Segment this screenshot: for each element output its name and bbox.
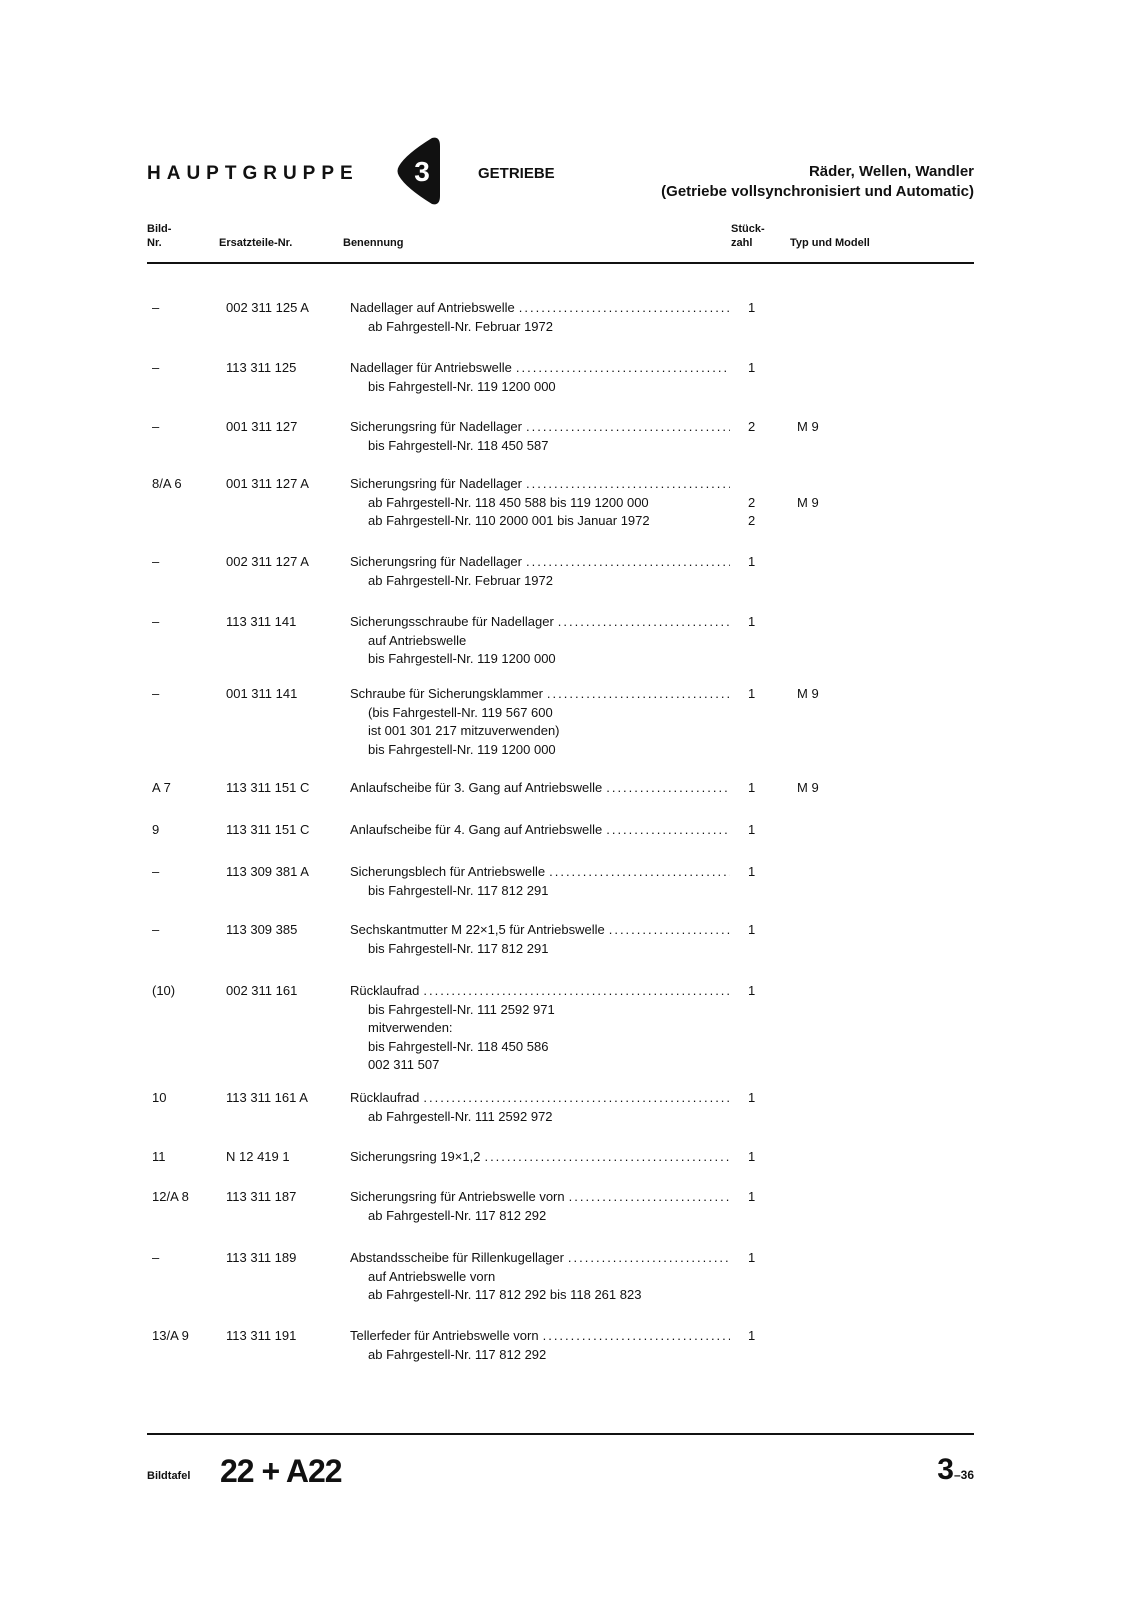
quantity: 1 <box>748 864 756 879</box>
type-column <box>797 475 857 531</box>
quantity <box>748 475 772 494</box>
type-model: M 9 <box>797 686 819 701</box>
type-model <box>797 299 857 318</box>
type-model <box>797 553 857 572</box>
column-header-qty-line1: Stück- <box>731 223 765 235</box>
plate-number: 22 + A22 <box>220 1453 342 1489</box>
quantity-column <box>748 685 772 704</box>
type-model <box>797 1327 857 1346</box>
description <box>350 299 730 336</box>
description-name: Schraube für Sicherungsklammer <box>350 686 543 701</box>
figure-number: 13/A 9 <box>152 1328 189 1343</box>
part-number: 001 311 141 <box>226 686 298 701</box>
figure-number: (10) <box>152 983 176 998</box>
description-detail: bis Fahrgestell-Nr. 118 450 586 <box>368 1038 549 1054</box>
figure-number: 11 <box>152 1149 166 1164</box>
footer-divider <box>147 1433 974 1435</box>
column-header-bild-line2: Nr. <box>147 237 162 249</box>
part-number: 113 311 151 C <box>226 822 310 837</box>
type-column <box>797 921 857 940</box>
type-model <box>797 475 857 494</box>
description-detail: ab Fahrgestell-Nr. 111 2592 972 <box>368 1108 553 1124</box>
quantity: 1 <box>748 1090 756 1105</box>
quantity: 2 <box>748 513 756 528</box>
quantity: 1 <box>748 1149 756 1164</box>
description-name: Sicherungsblech für Antriebswelle <box>350 864 546 879</box>
type-column <box>797 359 857 378</box>
column-header-part-no: Ersatzteile-Nr. <box>219 237 293 249</box>
figure-number: 9 <box>152 822 160 837</box>
description-name: Sechskantmutter M 22×1,5 für Antriebswelle <box>350 922 605 937</box>
description <box>350 1089 730 1126</box>
type-column <box>797 821 857 840</box>
figure-number: 10 <box>152 1090 167 1105</box>
description-detail: bis Fahrgestell-Nr. 119 1200 000 <box>368 378 556 394</box>
figure-number: – <box>152 922 160 937</box>
description-detail: (bis Fahrgestell-Nr. 119 567 600 <box>368 704 553 720</box>
description-detail: bis Fahrgestell-Nr. 117 812 291 <box>368 940 549 956</box>
quantity-column <box>748 1148 772 1167</box>
quantity-column <box>748 418 772 437</box>
plate-label: Bildtafel <box>147 1470 191 1482</box>
column-header-bild <box>147 222 171 250</box>
description <box>350 863 730 900</box>
description-detail: auf Antriebswelle <box>368 632 467 648</box>
description <box>350 553 730 590</box>
quantity: 1 <box>748 922 756 937</box>
type-column <box>797 613 857 632</box>
description-name: Rücklaufrad <box>350 983 420 998</box>
part-number: 113 309 385 <box>226 922 298 937</box>
figure-number: – <box>152 360 160 375</box>
quantity: 1 <box>748 360 756 375</box>
description-name: Abstandsscheibe für Rillenkugellager <box>350 1250 564 1265</box>
type-column <box>797 1188 857 1207</box>
part-number: 113 311 151 C <box>226 780 310 795</box>
dot-leader <box>609 921 730 940</box>
description-detail: bis Fahrgestell-Nr. 111 2592 971 <box>368 1001 555 1017</box>
header-divider <box>147 262 974 264</box>
description <box>350 613 730 669</box>
part-number: 002 311 161 <box>226 983 298 998</box>
description <box>350 1249 730 1305</box>
description-detail: ab Fahrgestell-Nr. 110 2000 001 bis Januar 1972 <box>368 513 650 528</box>
type-column <box>797 1148 857 1167</box>
description-name: Rücklaufrad <box>350 1090 420 1105</box>
part-number: 002 311 127 A <box>226 554 309 569</box>
quantity-column <box>748 475 772 531</box>
dot-leader <box>519 299 730 318</box>
type-model <box>797 359 857 378</box>
description-name: Tellerfeder für Antriebswelle vorn <box>350 1328 539 1343</box>
quantity-column <box>748 982 772 1001</box>
quantity-column <box>748 779 772 798</box>
description-name: Nadellager für Antriebswelle <box>350 360 512 375</box>
description-detail: ab Fahrgestell-Nr. 117 812 292 <box>368 1346 547 1362</box>
description-detail: bis Fahrgestell-Nr. 119 1200 000 <box>368 741 556 757</box>
description-name: Sicherungsschraube für Nadellager <box>350 614 554 629</box>
quantity: 1 <box>748 1328 756 1343</box>
description <box>350 1148 730 1167</box>
description <box>350 685 730 759</box>
quantity-column <box>748 299 772 318</box>
dot-leader <box>526 553 730 572</box>
type-model <box>797 863 857 882</box>
quantity-column <box>748 1188 772 1207</box>
type-model: M 9 <box>797 494 819 510</box>
quantity: 1 <box>748 780 756 795</box>
group-badge-shape-icon <box>396 136 440 206</box>
page-number-sub: –36 <box>953 1468 974 1482</box>
description <box>350 1188 730 1225</box>
dot-leader <box>606 821 730 840</box>
page-number-main: 3 <box>937 1453 954 1486</box>
description <box>350 982 730 1075</box>
dot-leader <box>606 779 730 798</box>
quantity: 1 <box>748 1250 756 1265</box>
description <box>350 475 730 531</box>
description <box>350 821 730 840</box>
dot-leader <box>516 359 730 378</box>
description <box>350 921 730 958</box>
quantity-column <box>748 553 772 572</box>
column-header-description: Benennung <box>343 237 404 249</box>
description-detail: ab Fahrgestell-Nr. 118 450 588 bis 119 1200 000 <box>368 494 649 510</box>
figure-number: – <box>152 614 160 629</box>
part-number: 113 311 125 <box>226 360 297 375</box>
group-number-badge <box>396 136 440 206</box>
dot-leader <box>569 1188 730 1207</box>
quantity-column <box>748 821 772 840</box>
quantity-column <box>748 1089 772 1108</box>
quantity: 1 <box>748 1189 756 1204</box>
main-group-label: HAUPTGRUPPE <box>147 163 359 184</box>
quantity: 2 <box>748 419 756 434</box>
description-name: Anlaufscheibe für 3. Gang auf Antriebswelle <box>350 780 603 795</box>
description-name: Nadellager auf Antriebswelle <box>350 300 515 315</box>
type-column <box>797 1089 857 1108</box>
section-title-line1: Räder, Wellen, Wandler <box>808 163 974 180</box>
figure-number: – <box>152 419 160 434</box>
dot-leader <box>484 1148 730 1167</box>
part-number: 113 309 381 A <box>226 864 309 879</box>
description-detail: ab Fahrgestell-Nr. 117 812 292 <box>368 1207 547 1223</box>
description-detail: auf Antriebswelle vorn <box>368 1268 496 1284</box>
description-detail: ab Fahrgestell-Nr. Februar 1972 <box>368 318 553 334</box>
dot-leader <box>547 685 730 704</box>
dot-leader <box>558 613 730 632</box>
description-detail: bis Fahrgestell-Nr. 118 450 587 <box>368 437 549 453</box>
description-detail: bis Fahrgestell-Nr. 119 1200 000 <box>368 651 556 666</box>
description <box>350 1327 730 1364</box>
figure-number: – <box>152 686 160 701</box>
part-number: 113 311 141 <box>226 614 297 629</box>
description-detail: bis Fahrgestell-Nr. 117 812 291 <box>368 882 549 898</box>
figure-number: – <box>152 1250 160 1265</box>
type-column <box>797 685 857 704</box>
figure-number: A 7 <box>152 780 171 795</box>
type-model <box>797 512 857 531</box>
figure-number: 12/A 8 <box>152 1189 189 1204</box>
quantity: 2 <box>748 494 756 510</box>
dot-leader <box>549 863 730 882</box>
quantity: 1 <box>748 614 756 629</box>
quantity: 1 <box>748 554 756 569</box>
dot-leader <box>568 1249 730 1268</box>
part-number: 002 311 125 A <box>226 300 309 315</box>
part-number: 113 311 191 <box>226 1328 297 1343</box>
part-number: 001 311 127 <box>226 419 298 434</box>
figure-number: 8/A 6 <box>152 476 182 491</box>
quantity: 1 <box>748 300 756 315</box>
section-title-line2: (Getriebe vollsynchronisiert und Automatic) <box>661 183 974 200</box>
type-column <box>797 982 857 1001</box>
type-column <box>797 299 857 318</box>
type-column <box>797 863 857 882</box>
group-number: 3 <box>414 156 430 187</box>
type-column <box>797 553 857 572</box>
column-header-type: Typ und Modell <box>790 237 870 249</box>
column-header-qty-line2: zahl <box>731 237 753 249</box>
description-name: Sicherungsring für Nadellager <box>350 419 522 434</box>
description-detail: ab Fahrgestell-Nr. Februar 1972 <box>368 572 553 588</box>
type-model <box>797 613 857 632</box>
description-name: Sicherungsring 19×1,2 <box>350 1149 481 1164</box>
type-model <box>797 1089 857 1108</box>
column-header-bild-line1: Bild- <box>147 223 172 235</box>
part-number: 001 311 127 A <box>226 476 309 491</box>
part-number: 113 311 189 <box>226 1250 297 1265</box>
description-name: Sicherungsring für Nadellager <box>350 476 522 491</box>
quantity-column <box>748 1327 772 1346</box>
description-detail: ist 001 301 217 mitzuverwenden) <box>368 723 560 738</box>
dot-leader <box>423 982 730 1001</box>
page-number <box>937 1453 974 1487</box>
type-column <box>797 418 857 437</box>
quantity-column <box>748 863 772 882</box>
description <box>350 779 730 798</box>
description-name: Sicherungsring für Nadellager <box>350 554 522 569</box>
type-column <box>797 1327 857 1346</box>
quantity: 1 <box>748 983 756 998</box>
type-column <box>797 779 857 798</box>
description-name: Anlaufscheibe für 4. Gang auf Antriebswelle <box>350 822 603 837</box>
part-number: N 12 419 1 <box>226 1149 290 1164</box>
type-model <box>797 982 857 1001</box>
section-title <box>661 162 974 202</box>
quantity-column <box>748 921 772 940</box>
type-column <box>797 1249 857 1268</box>
quantity: 1 <box>748 822 756 837</box>
type-model <box>797 1249 857 1268</box>
type-model: M 9 <box>797 780 819 795</box>
description <box>350 359 730 396</box>
column-header-qty <box>731 222 765 250</box>
type-model <box>797 1188 857 1207</box>
description-detail: mitverwenden: <box>368 1020 453 1035</box>
dot-leader <box>423 1089 730 1108</box>
description-name: Sicherungsring für Antriebswelle vorn <box>350 1189 565 1204</box>
type-model <box>797 921 857 940</box>
quantity-column <box>748 1249 772 1268</box>
quantity-column <box>748 613 772 632</box>
description-detail: 002 311 507 <box>368 1057 440 1072</box>
figure-number: – <box>152 300 160 315</box>
dot-leader <box>526 475 730 494</box>
type-model <box>797 821 857 840</box>
figure-number: – <box>152 554 160 569</box>
type-model <box>797 1148 857 1167</box>
part-number: 113 311 187 <box>226 1189 297 1204</box>
quantity: 1 <box>748 686 756 701</box>
description <box>350 418 730 455</box>
figure-number: – <box>152 864 160 879</box>
group-name: GETRIEBE <box>478 165 555 182</box>
quantity-column <box>748 359 772 378</box>
description-detail: ab Fahrgestell-Nr. 117 812 292 bis 118 261 823 <box>368 1287 642 1302</box>
dot-leader <box>526 418 730 437</box>
dot-leader <box>543 1327 730 1346</box>
type-model: M 9 <box>797 419 819 434</box>
part-number: 113 311 161 A <box>226 1090 308 1105</box>
